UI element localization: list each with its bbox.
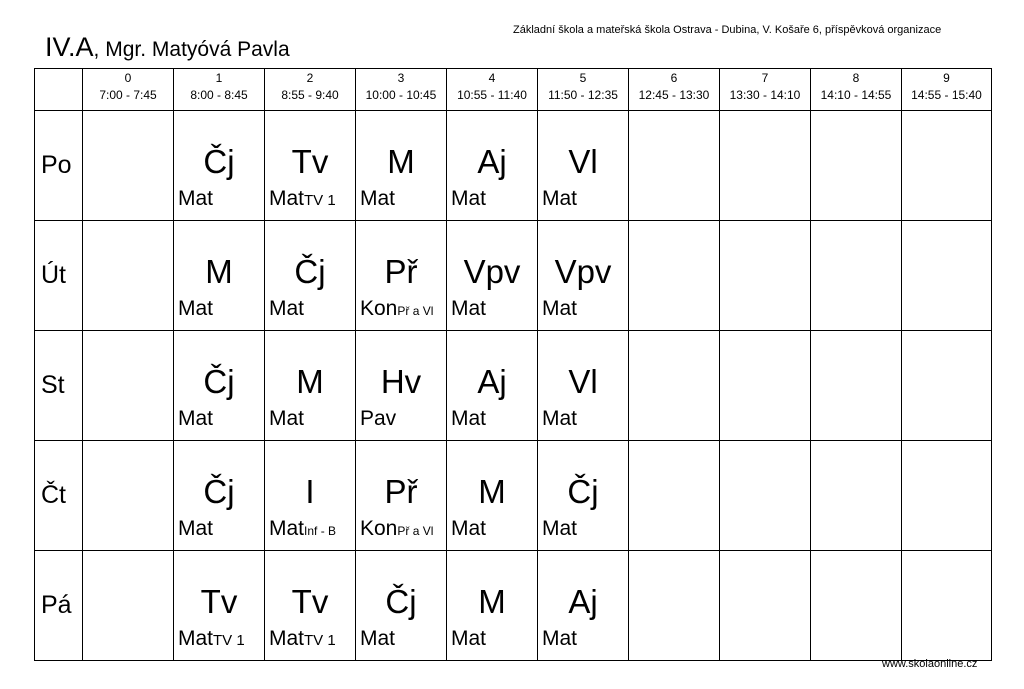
lesson-cell [265, 111, 356, 221]
day-label: Po [35, 111, 83, 221]
lesson-details [451, 407, 486, 431]
lesson-cell [174, 441, 265, 551]
lesson-teacher: Mat [360, 187, 396, 210]
lesson-teacher: Mat [451, 187, 487, 210]
lesson-details [542, 627, 577, 651]
lesson-details [360, 407, 396, 431]
lesson-teacher: Mat [178, 517, 214, 540]
lesson-subject: Aj [477, 363, 507, 400]
period-header [83, 69, 174, 111]
lesson-cell [174, 331, 265, 441]
period-header [811, 69, 902, 111]
lesson-details [542, 187, 577, 211]
period-time: 10:55 - 11:40 [457, 88, 527, 102]
lesson-details [451, 187, 486, 211]
period-header [174, 69, 265, 111]
empty-cell [629, 221, 720, 331]
lesson-teacher: Mat [269, 627, 305, 650]
lesson-teacher: Mat [542, 627, 578, 650]
lesson-cell [356, 441, 447, 551]
lesson-group-note: TV 1 [213, 632, 245, 649]
lesson-cell [538, 441, 629, 551]
lesson-subject: Vpv [463, 253, 521, 290]
lesson-details [178, 627, 245, 653]
lesson-teacher: Kon [360, 517, 398, 540]
empty-cell [83, 331, 174, 441]
lesson-teacher: Mat [269, 297, 305, 320]
lesson-subject: Př [384, 473, 418, 510]
day-row [35, 331, 992, 441]
lesson-subject: Aj [568, 583, 598, 620]
empty-cell [720, 441, 811, 551]
period-number: 8 [852, 71, 860, 85]
lesson-group-note: Př a Vl [397, 524, 434, 538]
lesson-cell [356, 221, 447, 331]
day-row [35, 551, 992, 661]
day-row [35, 221, 992, 331]
lesson-teacher: Mat [360, 627, 396, 650]
period-header [902, 69, 992, 111]
empty-cell [902, 331, 992, 441]
lesson-subject: M [478, 583, 506, 620]
lesson-cell [447, 111, 538, 221]
period-header-row [35, 69, 992, 111]
period-header [629, 69, 720, 111]
lesson-details [178, 297, 213, 321]
lesson-details [360, 517, 433, 543]
period-time: 14:10 - 14:55 [820, 88, 892, 102]
lesson-subject: Čj [203, 363, 235, 400]
empty-cell [902, 551, 992, 661]
period-time: 8:00 - 8:45 [190, 88, 248, 102]
empty-cell [83, 221, 174, 331]
lesson-subject: Vl [568, 143, 598, 180]
lesson-teacher: Mat [178, 627, 214, 650]
lesson-cell [265, 331, 356, 441]
lesson-teacher: Mat [178, 297, 214, 320]
lesson-cell [265, 551, 356, 661]
empty-cell [811, 441, 902, 551]
lesson-cell [447, 441, 538, 551]
timetable-body [35, 111, 992, 661]
period-number: 0 [124, 71, 132, 85]
day-row [35, 111, 992, 221]
lesson-teacher: Mat [542, 407, 578, 430]
period-time: 14:55 - 15:40 [911, 88, 982, 102]
period-number: 1 [215, 71, 223, 85]
lesson-cell [174, 551, 265, 661]
empty-cell [720, 331, 811, 441]
lesson-teacher: Mat [451, 627, 487, 650]
lesson-details [178, 517, 213, 541]
lesson-subject: Čj [294, 253, 326, 290]
lesson-subject: I [305, 473, 315, 510]
empty-cell [720, 551, 811, 661]
period-time: 8:55 - 9:40 [281, 88, 339, 102]
lesson-details [269, 627, 336, 653]
lesson-cell [356, 331, 447, 441]
lesson-teacher: Mat [542, 187, 578, 210]
lesson-details [178, 407, 213, 431]
lesson-subject: Tv [291, 143, 329, 180]
lesson-subject: M [205, 253, 233, 290]
empty-cell [811, 111, 902, 221]
period-header [538, 69, 629, 111]
empty-cell [629, 111, 720, 221]
day-label: Pá [35, 551, 83, 661]
empty-cell [83, 441, 174, 551]
lesson-details [451, 297, 486, 321]
lesson-cell [538, 551, 629, 661]
lesson-teacher: Mat [178, 187, 214, 210]
lesson-teacher: Mat [451, 517, 487, 540]
period-number: 6 [670, 71, 678, 85]
period-time: 7:00 - 7:45 [99, 88, 157, 102]
lesson-group-note: TV 1 [304, 632, 336, 649]
lesson-details [451, 627, 486, 651]
period-time: 12:45 - 13:30 [638, 88, 710, 102]
lesson-group-note: TV 1 [304, 192, 336, 209]
period-number: 2 [306, 71, 314, 85]
period-number: 4 [488, 71, 496, 85]
period-number: 5 [579, 71, 587, 85]
lesson-subject: M [387, 143, 415, 180]
lesson-cell [174, 111, 265, 221]
lesson-details [269, 407, 304, 431]
lesson-subject: M [296, 363, 324, 400]
lesson-teacher: Pav [360, 407, 397, 430]
lesson-cell [447, 331, 538, 441]
day-row [35, 441, 992, 551]
day-label: St [35, 331, 83, 441]
lesson-group-note: Inf - B [304, 524, 337, 538]
lesson-cell [265, 221, 356, 331]
empty-cell [629, 441, 720, 551]
lesson-cell [538, 221, 629, 331]
lesson-subject: Aj [477, 143, 507, 180]
footer-site: www.skolaonline.cz [882, 658, 978, 670]
lesson-details [269, 517, 336, 543]
empty-cell [811, 551, 902, 661]
lesson-subject: M [478, 473, 506, 510]
lesson-details [269, 297, 304, 321]
lesson-details [269, 187, 336, 213]
lesson-cell [447, 221, 538, 331]
lesson-subject: Čj [203, 143, 235, 180]
empty-cell [83, 111, 174, 221]
lesson-details [542, 517, 577, 541]
lesson-teacher: Mat [451, 297, 487, 320]
lesson-teacher: Mat [542, 297, 578, 320]
lesson-teacher: Mat [178, 407, 214, 430]
lesson-subject: Vl [568, 363, 598, 400]
day-label: Út [35, 221, 83, 331]
empty-cell [720, 221, 811, 331]
period-number: 9 [943, 71, 950, 85]
lesson-details [451, 517, 486, 541]
lesson-cell [174, 221, 265, 331]
empty-cell [811, 331, 902, 441]
day-label: Čt [35, 441, 83, 551]
lesson-subject: Čj [203, 473, 235, 510]
lesson-details [360, 187, 395, 211]
class-name: IV.A [45, 32, 94, 62]
empty-cell [629, 331, 720, 441]
lesson-subject: Hv [380, 363, 422, 400]
lesson-teacher: Kon [360, 297, 398, 320]
empty-cell [629, 551, 720, 661]
period-time: 10:00 - 10:45 [365, 88, 437, 102]
lesson-teacher: Mat [542, 517, 578, 540]
lesson-details [360, 297, 433, 323]
timetable [34, 68, 992, 661]
lesson-details [542, 407, 577, 431]
period-time: 13:30 - 14:10 [729, 88, 801, 102]
lesson-details [360, 627, 395, 651]
lesson-subject: Vpv [554, 253, 612, 290]
lesson-teacher: Mat [269, 407, 305, 430]
empty-cell [902, 221, 992, 331]
empty-cell [720, 111, 811, 221]
lesson-subject: Př [384, 253, 418, 290]
period-number: 7 [761, 71, 769, 85]
period-header [447, 69, 538, 111]
period-header [356, 69, 447, 111]
lesson-cell [356, 111, 447, 221]
page-title [45, 32, 290, 63]
lesson-group-note: Př a Vl [397, 304, 434, 318]
lesson-teacher: Mat [269, 187, 305, 210]
corner-cell [35, 69, 83, 111]
period-header [265, 69, 356, 111]
lesson-cell [538, 111, 629, 221]
lesson-cell [447, 551, 538, 661]
lesson-subject: Čj [567, 473, 599, 510]
empty-cell [902, 441, 992, 551]
lesson-cell [356, 551, 447, 661]
lesson-details [542, 297, 577, 321]
period-time: 11:50 - 12:35 [548, 88, 618, 102]
lesson-subject: Tv [291, 583, 329, 620]
lesson-teacher: Mat [451, 407, 487, 430]
lesson-subject: Tv [200, 583, 238, 620]
lesson-subject: Čj [385, 583, 417, 620]
period-header [720, 69, 811, 111]
empty-cell [83, 551, 174, 661]
class-teacher: , Mgr. Matyóvá Pavla [93, 38, 290, 61]
lesson-cell [538, 331, 629, 441]
lesson-details [178, 187, 213, 211]
empty-cell [902, 111, 992, 221]
lesson-teacher: Mat [269, 517, 305, 540]
lesson-cell [265, 441, 356, 551]
empty-cell [811, 221, 902, 331]
period-number: 3 [397, 71, 405, 85]
school-name: Základní škola a mateřská škola Ostrava - Dubina, V. Košaře 6, příspěvková organizace [513, 24, 942, 36]
